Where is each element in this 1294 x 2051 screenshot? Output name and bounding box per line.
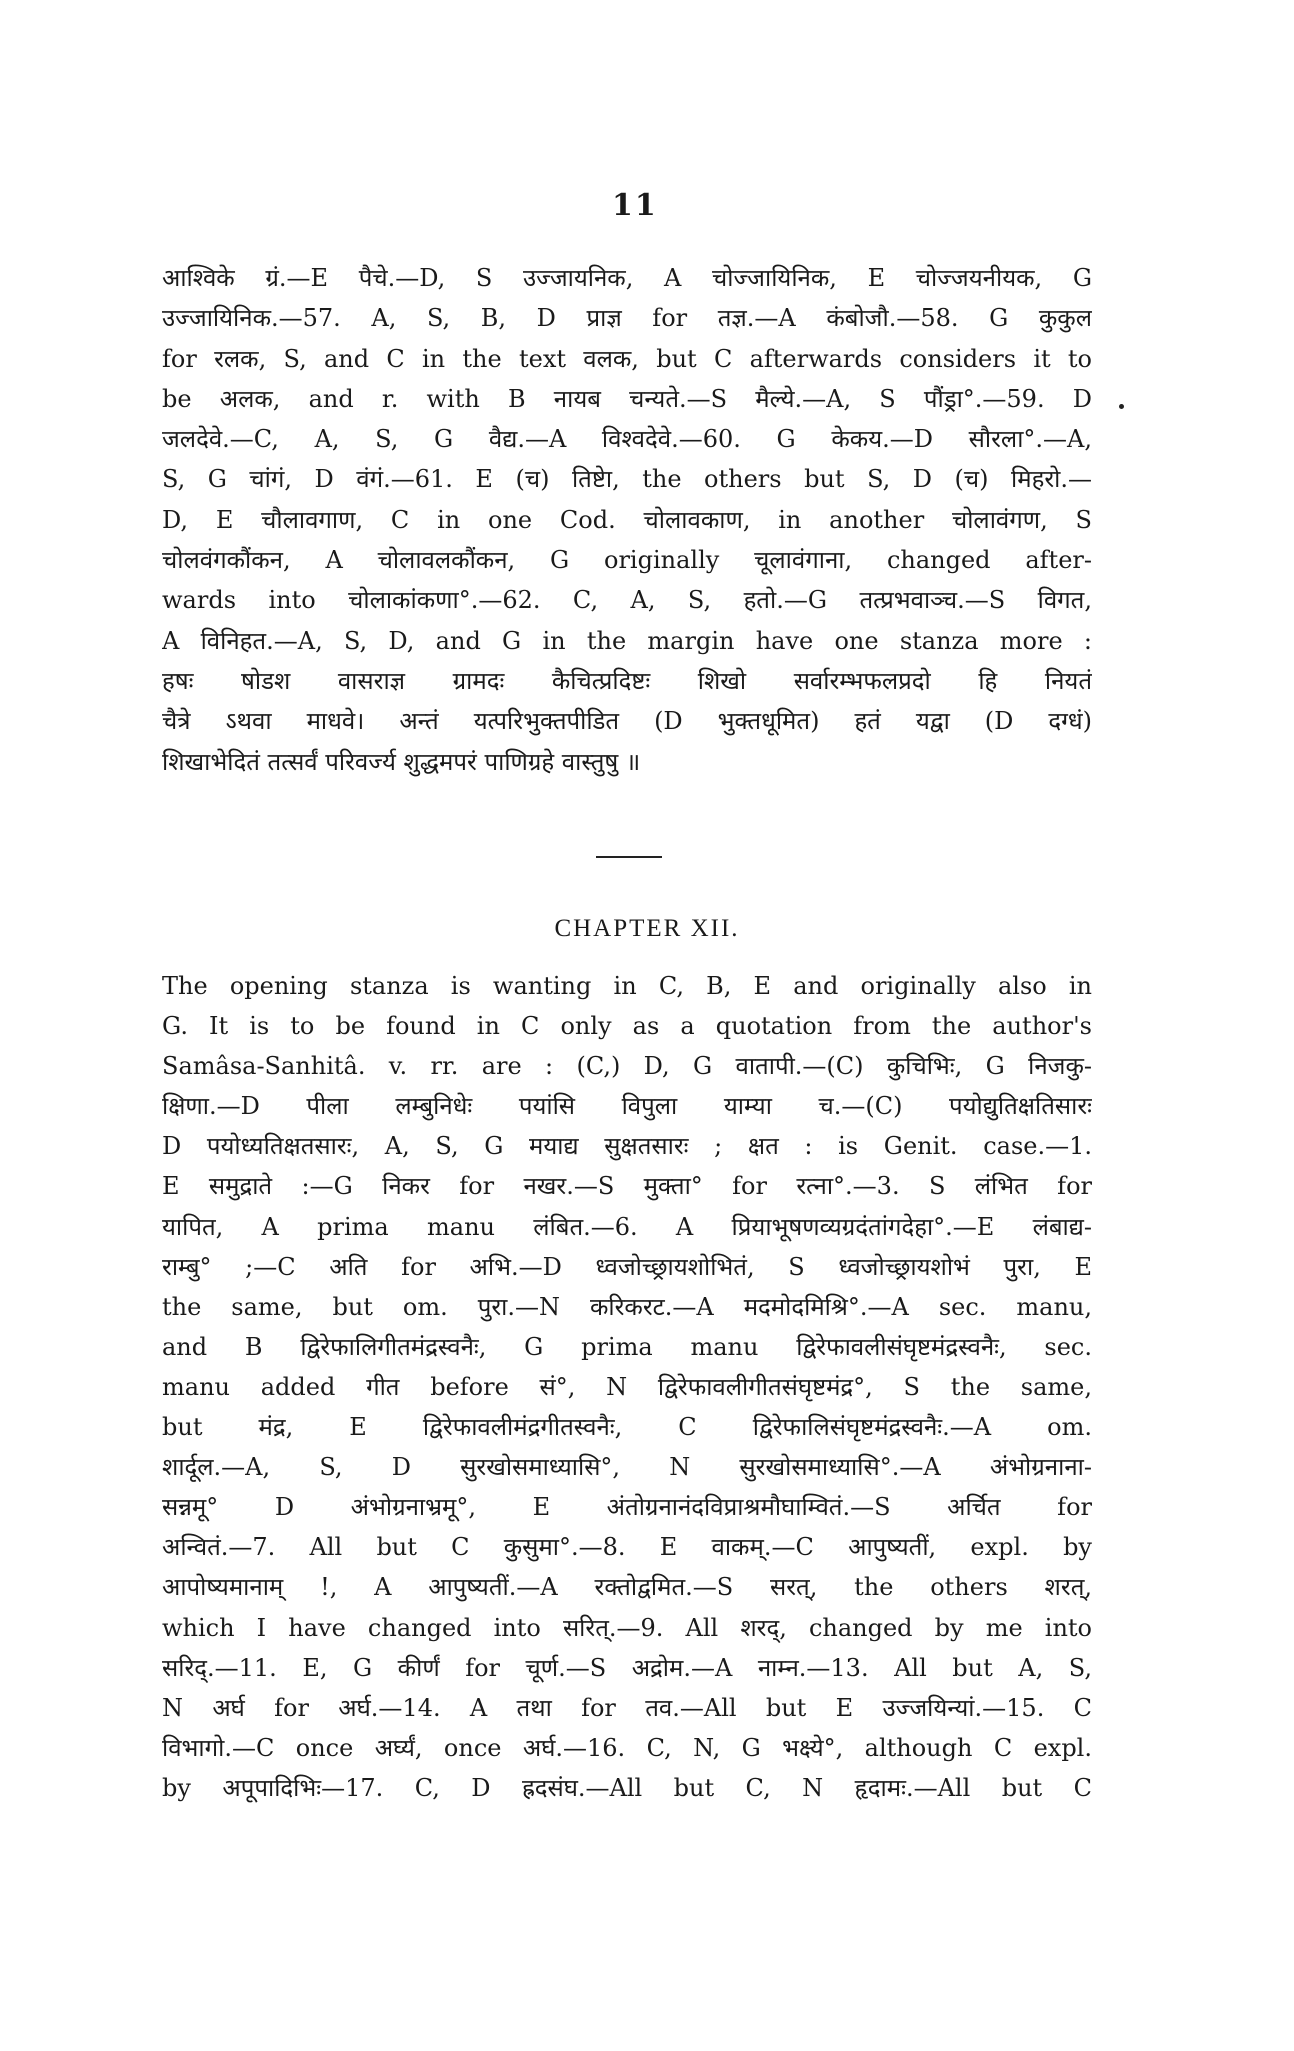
text-line: हषः षोडश वासराज्ञ ग्रामदः कैचित्प्रदिष्टः शिखो सर्वारम्भफलप्रदो हि नियतं [162,666,1092,695]
text-line: चैत्रे ऽथवा माधवे। अन्तं यत्परिभुक्तपीडित (D भुक्तधूमित) हतं यद्वा (D दग्धं) [162,707,1092,736]
text-line: शार्दूल.—A, S, D सुरखोसमाध्यासि°, N सुरखोसमाध्यासि°.—A अंभोग्रनाना- [162,1453,1092,1482]
text-line: for रलक, S, and C in the text वलक, but C afterwards considers it to [162,344,1092,373]
margin-dot [1119,404,1124,409]
text-line: Samâsa-Sanhitâ. v. rr. are : (C,) D, G वातापी.—(C) कुचिभिः, G निजकु- [162,1052,1092,1081]
text-line: अन्वितं.—7. All but C कुसुमा°.—8. E वाकम्.—C आपुष्यतीं, expl. by [162,1533,1092,1562]
text-line: which I have changed into सरित्.—9. All शरद्, changed by me into [162,1613,1092,1642]
chapter-heading: CHAPTER XII. [554,915,740,942]
text-line: शिखाभेदितं तत्सर्वं परिवर्ज्य शुद्धमपरं पाणिग्रहे वास्तुषु ॥ [162,747,641,776]
text-line: by अपूपादिभिः—17. C, D ह्रदसंघ.—All but C, N हृदामः.—All but C [162,1773,1092,1802]
text-line: manu added गीत before सं°, N द्विरेफावलीगीतसंघृष्टमंद्र°, S the same, [162,1372,1092,1401]
text-line: A विनिहत.—A, S, D, and G in the margin have one stanza more : [162,626,1092,655]
text-line: विभागो.—C once अर्घ्यं, once अर्घ.—16. C, N, G भक्ष्ये°, although C expl. [162,1733,1092,1762]
chapter-xi-notes [162,258,1092,782]
text-line: आपोष्यमानाम् !, A आपुष्यतीं.—A रक्तोद्वमित.—S सरत्, the others शरत्, [162,1573,1092,1602]
text-line: the same, but om. पुरा.—N करिकरट.—A मदमोदमिश्रि°.—A sec. manu, [162,1292,1092,1321]
text-line: G. It is to be found in C only as a quotation from the author's [162,1012,1092,1041]
text-line: and B द्विरेफालिगीतमंद्रस्वनैः, G prima manu द्विरेफावलीसंघृष्टमंद्रस्वनैः, sec. [162,1332,1092,1361]
text-line: राम्बु° ;—C अति for अभि.—D ध्वजोच्छ्रायशोभितं, S ध्वजोच्छ्रायशोभं पुरा, E [162,1252,1092,1281]
text-line: जलदेवे.—C, A, S, G वैद्य.—A विश्वदेवे.—60. G केकय.—D सौरला°.—A, [162,425,1092,454]
text-line: E समुद्राते :—G निकर for नखर.—S मुक्ता° for रत्ना°.—3. S लंभित for [162,1172,1092,1201]
text-line: D पयोध्यतिक्षतसारः, A, S, G मयाद्य सुक्षतसारः ; क्षत : is Genit. case.—1. [162,1132,1092,1161]
text-line: S, G चांगं, D वंगं.—61. E (च) तिष्टेा, the others but S, D (च) मिहरो.— [162,465,1092,494]
section-divider [596,856,662,858]
chapter-xii-notes [162,966,1092,1808]
text-line: यापित, A prima manu लंबित.—6. A प्रियाभूषणव्यग्रदंतांगदेहा°.—E लंबाद्य- [162,1212,1092,1241]
text-line: The opening stanza is wanting in C, B, E and originally also in [162,972,1092,1000]
text-line: N अर्घ for अर्घ.—14. A तथा for तव.—All but E उज्जयिन्यां.—15. C [162,1693,1092,1722]
text-line: D, E चौलावगाण, C in one Cod. चोलावकाण, in another चोलावंगण, S [162,505,1092,534]
text-line: सन्नमू° D अंभोग्रनाभ्रमू°, E अंतोग्रनानंदविप्राश्रमौघाम्वितं.—S अर्चित for [162,1493,1092,1522]
text-line: आश्विके ग्रं.—E पैचे.—D, S उज्जायनिक, A चोज्जायिनिक, E चोज्जयनीयक, G [162,264,1092,292]
page-number: 11 [612,188,658,223]
text-line: but मंद्र, E द्विरेफावलीमंद्रगीतस्वनैः, C द्विरेफालिसंघृष्टमंद्रस्वनैः.—A om. [162,1413,1092,1442]
text-line: क्षिणा.—D पीला लम्बुनिधेः पयांसि विपुला याम्या च.—(C) पयोद्युतिक्षतिसारः [162,1092,1092,1121]
text-line: चोलवंगकौंकन, A चोलावलकौंकन, G originally चूलावंगाना, changed after- [162,546,1092,575]
text-line: सरिद्.—11. E, G कीर्णं for चूर्ण.—S अद्रोम.—A नाम्न.—13. All but A, S, [162,1653,1092,1682]
text-line: wards into चोलाकांकणा°.—62. C, A, S, हतो.—G तत्प्रभवाञ्च.—S विगत, [162,586,1092,615]
text-line: be अलक, and r. with B नायब चन्यते.—S मैल्ये.—A, S पौंड्रा°.—59. D [162,384,1092,413]
text-line: उज्जायिनिक.—57. A, S, B, D प्राज्ञ for तज्ञ.—A कंबोजौ.—58. G कुकुल [162,304,1092,333]
